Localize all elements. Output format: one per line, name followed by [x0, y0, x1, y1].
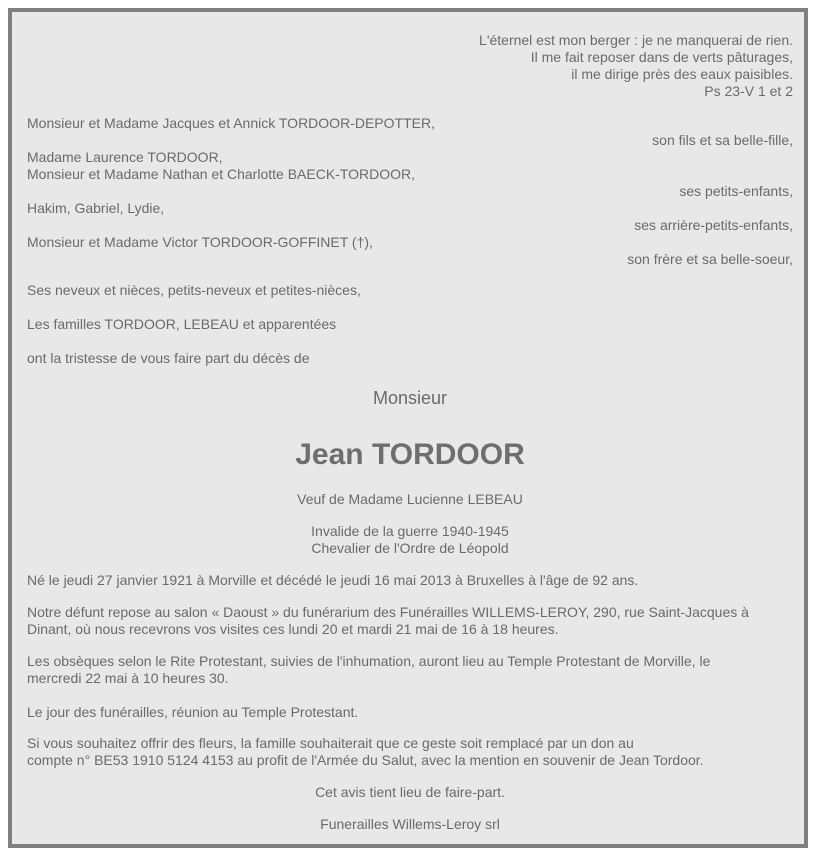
- family-names: Madame Laurence TORDOOR,: [27, 149, 223, 165]
- obituary-frame: [8, 8, 808, 848]
- title-line: Chevalier de l'Ordre de Léopold: [311, 540, 509, 556]
- flowers-line: Si vous souhaitez offrir des fleurs, la famille souhaiterait que ce geste soit remplacé par un don au: [27, 735, 634, 751]
- family-relation: son frère et sa belle-soeur,: [627, 251, 793, 267]
- funeral-line: mercredi 22 mai à 10 heures 30.: [27, 670, 229, 686]
- nephews-line: Ses neveux et nièces, petits-neveux et petites-nièces,: [27, 282, 361, 298]
- company-line: Funerailles Willems-Leroy srl: [320, 816, 500, 832]
- family-relation: ses arrière-petits-enfants,: [634, 217, 793, 233]
- family-names: Monsieur et Madame Victor TORDOOR-GOFFINET (†),: [27, 234, 373, 250]
- repose-line: Notre défunt repose au salon « Daoust » du funérarium des Funérailles WILLEMS-LEROY, 290, rue Saint-Jacques à: [27, 604, 749, 620]
- notice-line: Cet avis tient lieu de faire-part.: [315, 784, 505, 800]
- verse-line: il me dirige près des eaux paisibles.: [571, 66, 793, 82]
- title-line: Invalide de la guerre 1940-1945: [311, 523, 509, 539]
- family-names: Monsieur et Madame Nathan et Charlotte BAECK-TORDOOR,: [27, 166, 416, 182]
- verse-line: L'éternel est mon berger : je ne manquerai de rien.: [479, 32, 793, 48]
- flowers-line: compte n° BE53 1910 5124 4153 au profit de l'Armée du Salut, avec la mention en souvenir de Jean Tordoor.: [27, 752, 704, 768]
- verse-line: Il me fait reposer dans de verts pâturages,: [530, 49, 793, 65]
- announcement-line: ont la tristesse de vous faire part du décès de: [27, 350, 310, 366]
- obituary-content: [27, 12, 793, 844]
- family-relation: son fils et sa belle-fille,: [652, 132, 793, 148]
- widower-line: Veuf de Madame Lucienne LEBEAU: [297, 491, 523, 507]
- deceased-name: Jean TORDOOR: [295, 438, 525, 471]
- verse-reference: Ps 23-V 1 et 2: [704, 83, 793, 99]
- families-line: Les familles TORDOOR, LEBEAU et apparentées: [27, 316, 337, 332]
- funeral-line: Les obsèques selon le Rite Protestant, suivies de l'inhumation, auront lieu au Temple Protestant de Morville, le: [27, 653, 711, 669]
- family-relation: ses petits-enfants,: [679, 183, 793, 199]
- family-names: Monsieur et Madame Jacques et Annick TORDOOR-DEPOTTER,: [27, 115, 435, 131]
- reunion-line: Le jour des funérailles, réunion au Temple Protestant.: [27, 704, 359, 720]
- honorific: Monsieur: [372, 388, 448, 408]
- family-names: Hakim, Gabriel, Lydie,: [27, 200, 165, 216]
- birth-death-line: Né le jeudi 27 janvier 1921 à Morville et décédé le jeudi 16 mai 2013 à Bruxelles à l'âge de 92 ans.: [27, 572, 639, 588]
- repose-line: Dinant, où nous recevrons vos visites ces lundi 20 et mardi 21 mai de 16 à 18 heures.: [27, 621, 559, 637]
